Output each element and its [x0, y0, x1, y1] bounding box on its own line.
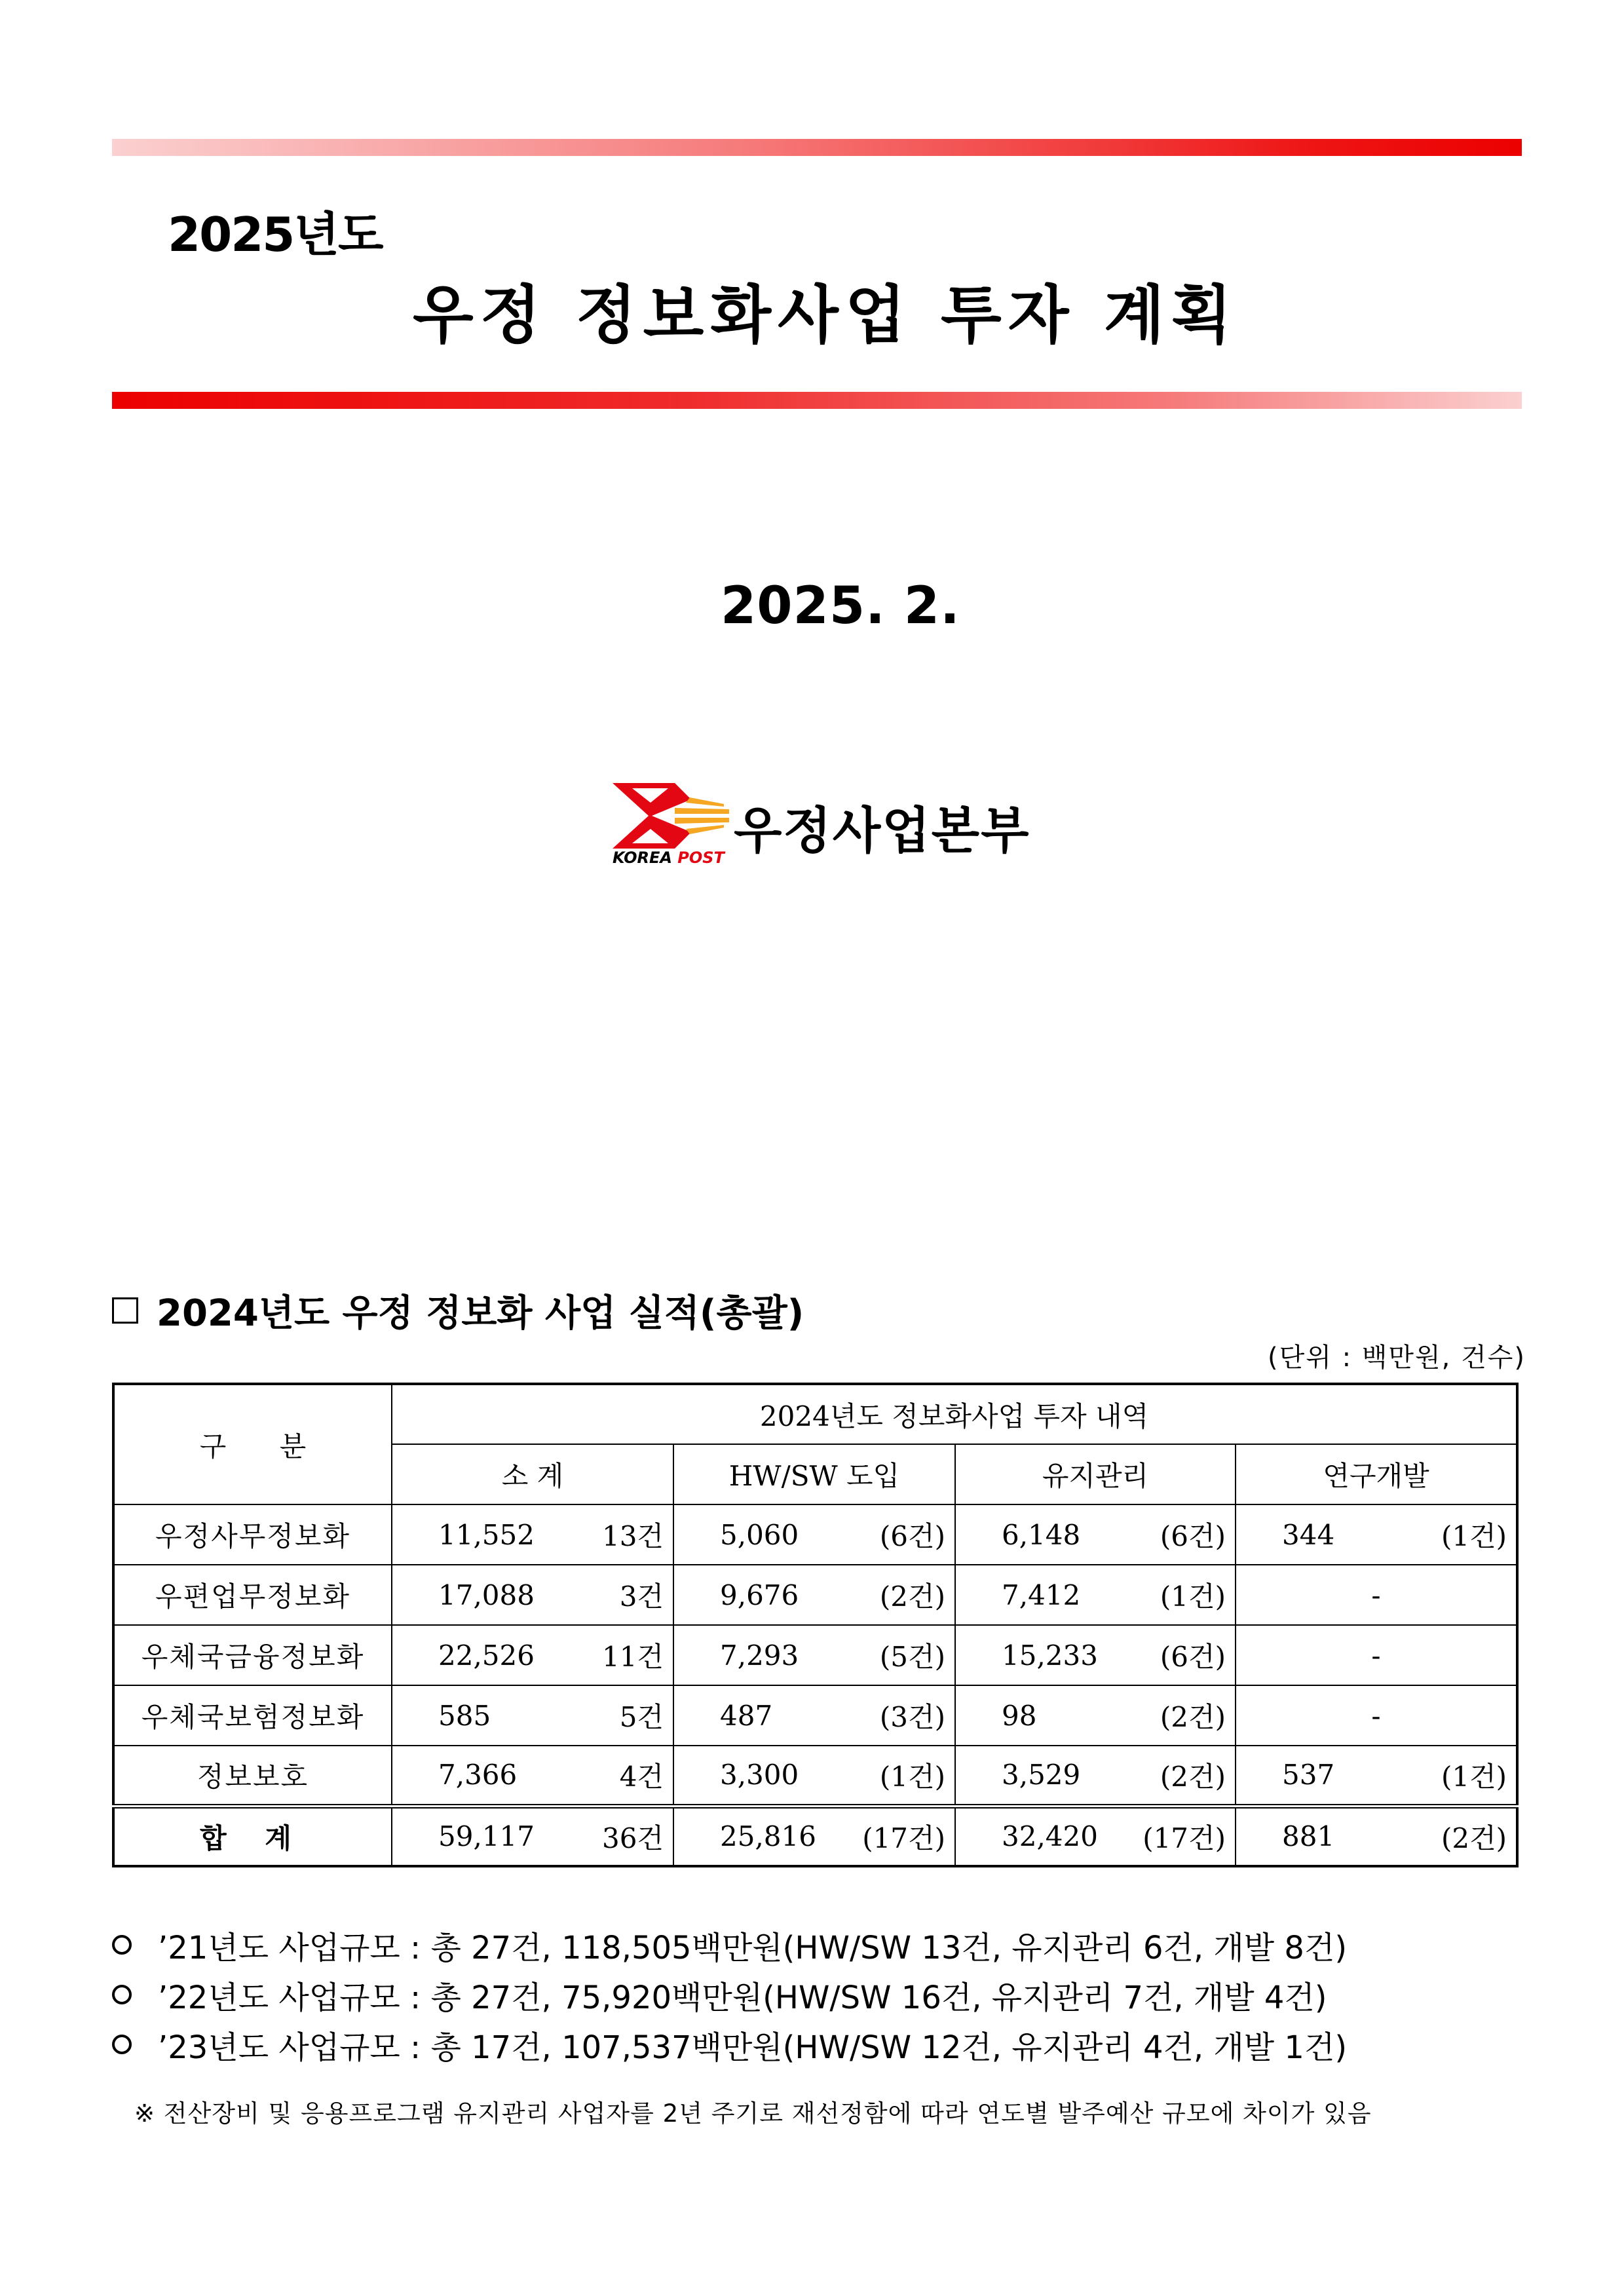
cell-maintenance: 3,529 (2건): [955, 1746, 1236, 1806]
cell-hwsw: 7,293 (5건): [673, 1625, 955, 1685]
cell-subtotal: 17,088 3건: [392, 1565, 673, 1625]
bottom-accent-bar: [112, 392, 1522, 409]
year-label: 2025년도: [168, 207, 383, 262]
page-title: 우정 정보화사업 투자 계획: [413, 278, 1239, 352]
circle-bullet-icon: [112, 1985, 132, 2004]
cell-hwsw: 3,300 (1건): [673, 1746, 955, 1806]
subheader-maintenance: 유지관리: [955, 1444, 1236, 1504]
logo-sub-post: POST: [677, 849, 725, 867]
subheader-rnd: 연구개발: [1236, 1444, 1517, 1504]
cell-maintenance: 98 (2건): [955, 1685, 1236, 1746]
row-category: 정보보호: [113, 1746, 392, 1806]
cell-maintenance: 32,420 (17건): [955, 1806, 1236, 1866]
table-row: [113, 1685, 1517, 1746]
cell-maintenance: 7,412 (1건): [955, 1565, 1236, 1625]
table-header-row: [113, 1384, 1517, 1444]
table-row: [113, 1625, 1517, 1685]
row-category: 우편업무정보화: [113, 1565, 392, 1625]
section-heading: [112, 1284, 804, 1337]
logo-sub-korea: KOREA: [613, 849, 672, 867]
total-label: 합 계: [113, 1806, 392, 1866]
cell-maintenance: 6,148 (6건): [955, 1504, 1236, 1565]
cell-rnd: 344 (1건): [1236, 1504, 1517, 1565]
cell-hwsw: 5,060 (6건): [673, 1504, 955, 1565]
logo-org-name: 우정사업본부: [734, 801, 1030, 860]
circle-bullet-icon: [112, 2035, 132, 2054]
subheader-subtotal: 소 계: [392, 1444, 673, 1504]
publish-date: 2025. 2.: [721, 577, 960, 636]
unit-note: (단위 : 백만원, 건수): [1267, 1343, 1526, 1373]
results-table: [112, 1383, 1519, 1867]
super-header: 2024년도 정보화사업 투자 내역: [392, 1384, 1517, 1444]
cell-hwsw: 9,676 (2건): [673, 1565, 955, 1625]
list-item: ’23년도 사업규모 : 총 17건, 107,537백만원(HW/SW 12건, 유지관리 4건, 개발 1건): [112, 2019, 1347, 2069]
circle-bullet-icon: [112, 1935, 132, 1955]
footnote: ※ 전산장비 및 응용프로그램 유지관리 사업자를 2년 주기로 재선정함에 따라 연도별 발주예산 규모에 차이가 있음: [134, 2099, 1372, 2128]
table-row: [113, 1746, 1517, 1806]
subheader-hwsw: HW/SW 도입: [673, 1444, 955, 1504]
cell-hwsw: 25,816 (17건): [673, 1806, 955, 1866]
table-row: [113, 1504, 1517, 1565]
cell-rnd: -: [1236, 1685, 1517, 1746]
table-total-row: [113, 1806, 1517, 1866]
cell-maintenance: 15,233 (6건): [955, 1625, 1236, 1685]
cell-subtotal: 585 5건: [392, 1685, 673, 1746]
row-category: 우체국금융정보화: [113, 1625, 392, 1685]
list-item: ’22년도 사업규모 : 총 27건, 75,920백만원(HW/SW 16건, 유지관리 7건, 개발 4건): [112, 1970, 1347, 2019]
row-category: 우체국보험정보화: [113, 1685, 392, 1746]
cell-subtotal: 7,366 4건: [392, 1746, 673, 1806]
row-category: 우정사무정보화: [113, 1504, 392, 1565]
cell-subtotal: 22,526 11건: [392, 1625, 673, 1685]
cell-rnd: 881 (2건): [1236, 1806, 1517, 1866]
logo-subtitle: [613, 849, 725, 867]
korea-post-emblem-icon: [613, 783, 730, 849]
yearly-summary-list: [112, 1920, 1347, 2069]
cell-subtotal: 11,552 13건: [392, 1504, 673, 1565]
korea-post-logo: [613, 783, 1032, 875]
gubun-header: 구 분: [113, 1384, 392, 1504]
checkbox-icon: [112, 1297, 138, 1324]
cell-rnd: -: [1236, 1625, 1517, 1685]
cell-rnd: -: [1236, 1565, 1517, 1625]
cell-hwsw: 487 (3건): [673, 1685, 955, 1746]
table-row: [113, 1565, 1517, 1625]
cell-rnd: 537 (1건): [1236, 1746, 1517, 1806]
top-accent-bar: [112, 139, 1522, 156]
section-heading-text: 2024년도 우정 정보화 사업 실적(총괄): [157, 1292, 804, 1335]
cell-subtotal: 59,117 36건: [392, 1806, 673, 1866]
list-item: ’21년도 사업규모 : 총 27건, 118,505백만원(HW/SW 13건, 유지관리 6건, 개발 8건): [112, 1920, 1347, 1970]
